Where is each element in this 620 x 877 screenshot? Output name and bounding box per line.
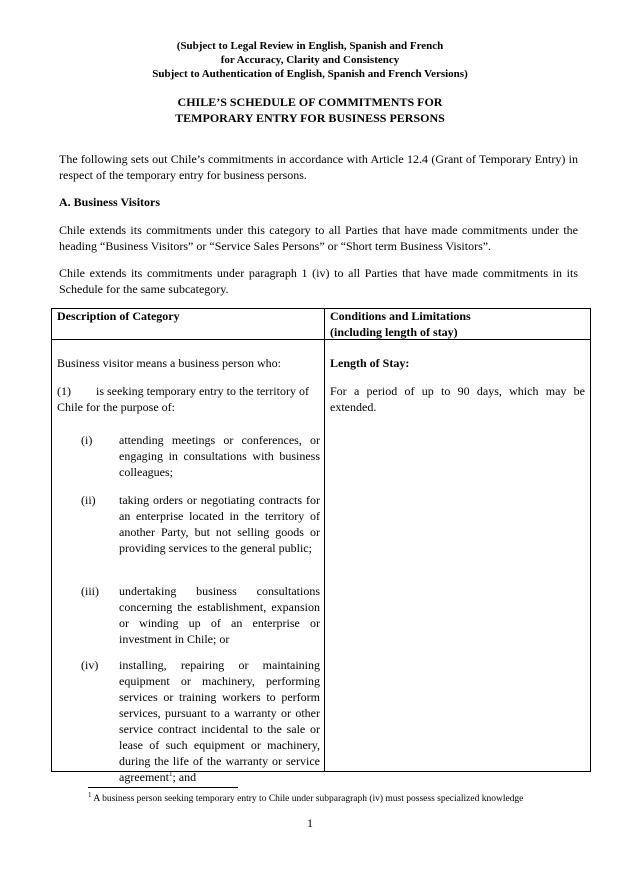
length-of-stay-heading: Length of Stay: <box>330 356 410 370</box>
intro-paragraph: The following sets out Chile’s commitments in accordance with Article 12.4 (Grant of Temporary Entry) in respect of the temporary entry for business persons. <box>59 152 578 182</box>
item-ii-text: taking orders or negotiating contracts for an enterprise located in the territory of another Party, but not selling goods or providing services to the general public; <box>119 493 320 555</box>
item-iii-text: undertaking business consultations concerning the establishment, expansion or winding up of an enterprise or investment in Chile; or <box>119 584 320 646</box>
business-visitor-definition: Business visitor means a business person who: <box>57 356 281 370</box>
item-i-label: (i) <box>81 433 93 447</box>
footnote <box>88 790 588 805</box>
table-header-divider <box>51 339 591 340</box>
page-title-line-1: CHILE’S SCHEDULE OF COMMITMENTS FOR <box>177 95 443 109</box>
column-header-conditions-2: (including length of stay) <box>330 325 458 339</box>
clause-1-number: (1) <box>57 384 71 398</box>
page-title-line-2: TEMPORARY ENTRY FOR BUSINESS PERSONS <box>175 111 445 125</box>
item-i-text: attending meetings or conferences, or engaging in consultations with business colleagues; <box>119 433 320 479</box>
table-border-right <box>590 308 591 772</box>
item-iv-label: (iv) <box>81 658 99 672</box>
item-iv-text-body: installing, repairing or maintaining equipment or machinery, performing services or training workers to perform services, pursuant to a warranty or other service contract incidental to the sale or lease of such equipment or machinery, during the life of the warranty or service agreement <box>119 658 320 784</box>
item-ii-label: (ii) <box>81 493 96 507</box>
table-border-left <box>51 308 52 772</box>
item-iii-label: (iii) <box>81 584 99 598</box>
footnote-separator <box>88 787 238 788</box>
item-iv-text-tail: ; and <box>172 770 197 784</box>
legal-review-note-3: Subject to Authentication of English, Spanish and French Versions) <box>152 68 468 80</box>
clause-1-text-line-1: is seeking temporary entry to the territory of <box>96 384 309 398</box>
length-of-stay-text: For a period of up to 90 days, which may be extended. <box>330 384 585 414</box>
table-column-divider <box>324 308 325 772</box>
section-heading: A. Business Visitors <box>59 195 161 209</box>
clause-1-text-line-2: Chile for the purpose of: <box>57 400 175 414</box>
column-header-description: Description of Category <box>57 309 180 323</box>
footnote-text: A business person seeking temporary entry to Chile under subparagraph (iv) must possess specialized knowledge <box>93 794 524 804</box>
item-iv-text <box>119 657 320 785</box>
legal-review-note-2: for Accuracy, Clarity and Consistency <box>220 54 400 66</box>
legal-review-note-1: (Subject to Legal Review in English, Spanish and French <box>176 40 444 52</box>
section-paragraph-1: Chile extends its commitments under this category to all Parties that have made commitments under the heading “Business Visitors” or “Service Sales Persons” or “Short term Business Visitors”. <box>59 223 578 253</box>
footnote-marker: 1 <box>168 770 173 778</box>
page-number: 1 <box>307 816 313 830</box>
section-paragraph-2: Chile extends its commitments under paragraph 1 (iv) to all Parties that have made commitments in its Schedule for the same subcategory. <box>59 266 578 296</box>
column-header-conditions-1: Conditions and Limitations <box>330 309 471 323</box>
footnote-number: 1 <box>88 790 92 799</box>
